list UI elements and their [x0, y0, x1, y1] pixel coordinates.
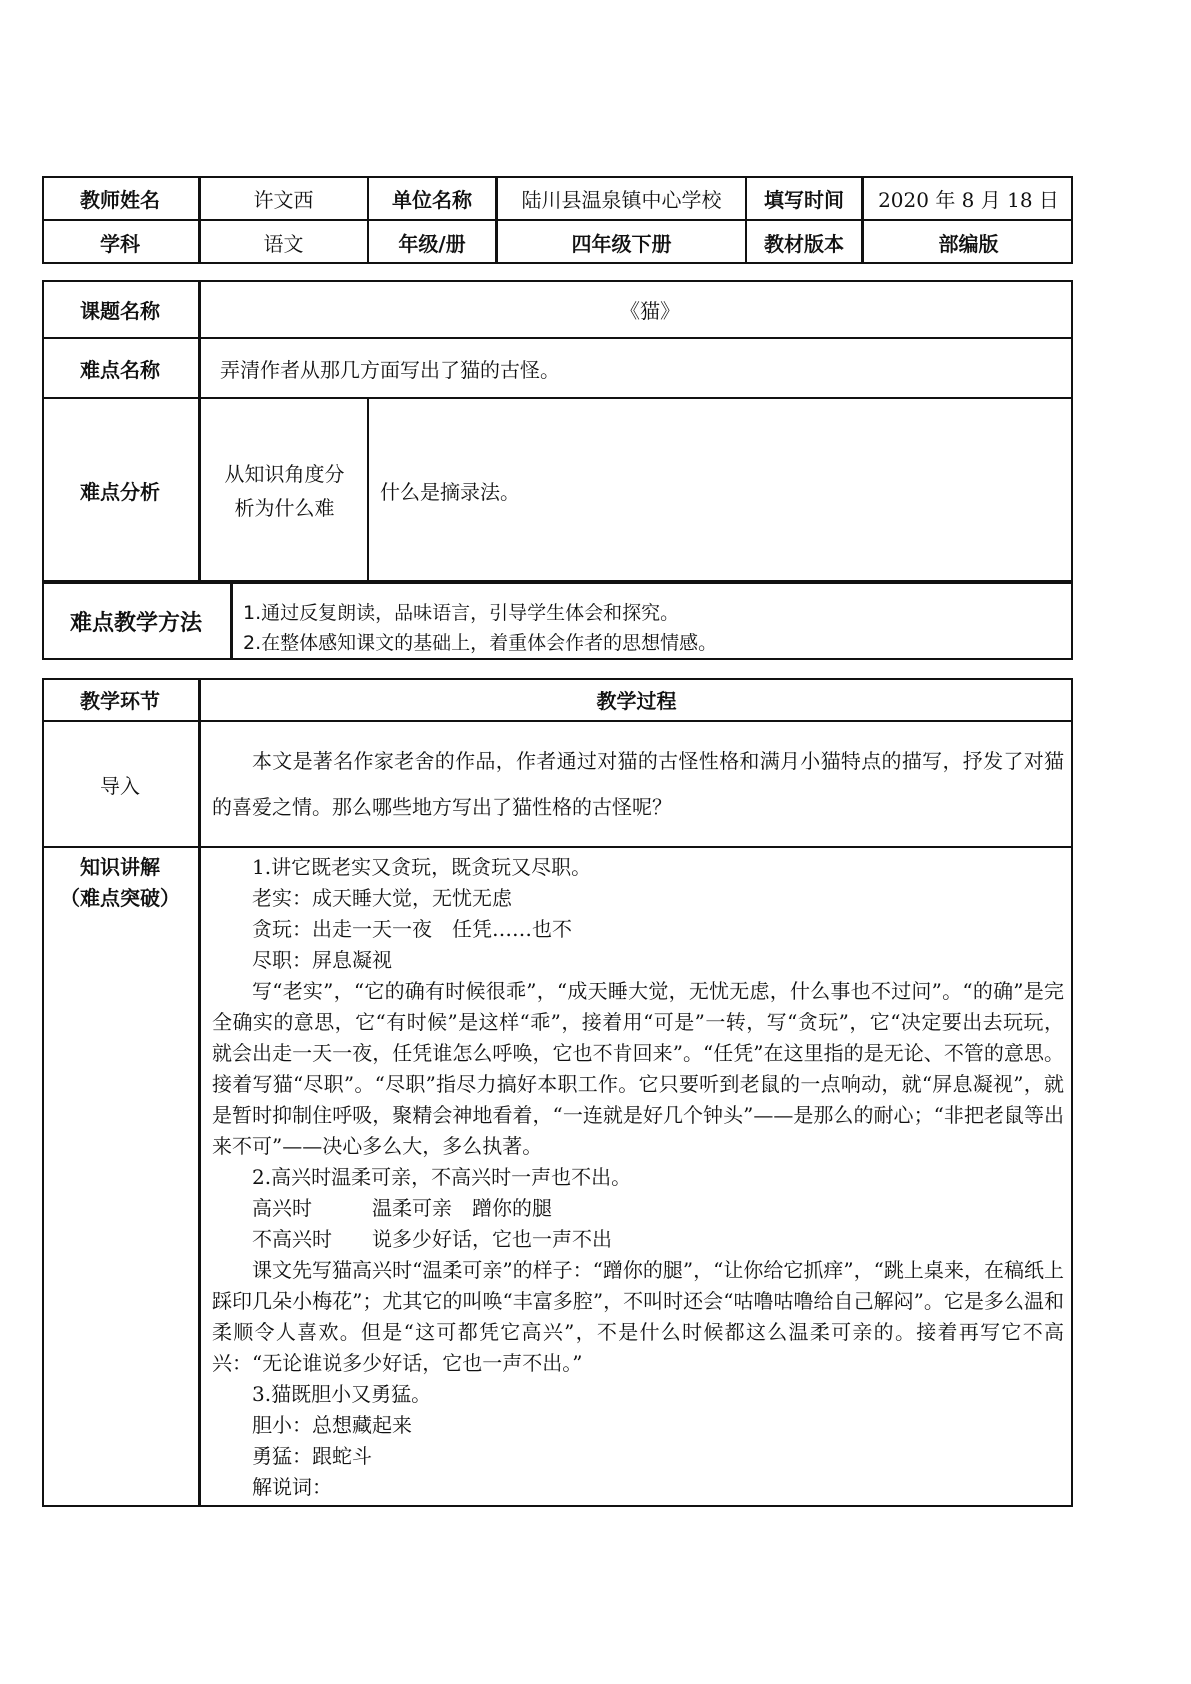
stage-header: 教学环节 [80, 688, 160, 713]
knowledge-label-2: （难点突破） [60, 886, 180, 910]
topic-label: 课题名称 [80, 298, 160, 323]
process-header: 教学过程 [596, 688, 677, 713]
method-item-1: 1.通过反复朗读，品味语言，引导学生体会和探究。 [243, 602, 680, 624]
knowledge-line: 高兴时 温柔可亲 蹭你的腿 [252, 1196, 552, 1220]
difficulty-value: 弄清作者从那几方面写出了猫的古怪。 [220, 357, 560, 382]
grade-value: 四年级下册 [571, 231, 672, 256]
knowledge-content [212, 852, 1064, 1503]
method-item-2: 2.在整体感知课文的基础上，着重体会作者的思想情感。 [243, 632, 718, 654]
unit-value: 陆川县温泉镇中心学校 [521, 187, 722, 212]
method-label: 难点教学方法 [69, 610, 202, 636]
teacher-label: 教师姓名 [80, 187, 160, 212]
grade-label: 年级/册 [398, 231, 466, 256]
knowledge-line: 胆小：总想藏起来 [252, 1413, 412, 1437]
knowledge-label [42, 852, 198, 914]
date-label: 填写时间 [764, 187, 844, 212]
knowledge-line: 解说词： [252, 1475, 332, 1499]
subject-label: 学科 [100, 231, 140, 256]
analysis-value: 什么是摘录法。 [380, 480, 520, 504]
knowledge-line: 勇猛：跟蛇斗 [252, 1444, 372, 1468]
date-value: 2020 年 8 月 18 日 [878, 187, 1059, 212]
unit-label: 单位名称 [392, 187, 472, 212]
knowledge-paragraph-2: 课文先写猫高兴时“温柔可亲”的样子：“蹭你的腿”，“让你给它抓痒”，“跳上桌来，在稿纸上踩印几朵小梅花”；尤其它的叫唤“丰富多腔”，不叫时还会“咕噜咕噜给自己解闷”。它是多么温和柔顺令人喜欢。但是“这可都凭它高兴”，不是什么时候都这么温柔可亲的。接着再写它不高兴：“无论谁说多少好话，它也一声不出。” [212, 1258, 1064, 1375]
knowledge-paragraph-1: 写“老实”，“它的确有时候很乖”，“成天睡大觉，无忧无虑，什么事也不过问”。“的确”是完全确实的意思，它“有时候”是这样“乖”，接着用“可是”一转，写“贪玩”，它“决定要出去玩玩，就会出走一天一夜，任凭谁怎么呼唤，它也不肯回来”。“任凭”在这里指的是无论、不管的意思。接着写猫“尽职”。“尽职”指尽力搞好本职工作。它只要听到老鼠的一点响动，就“屏息凝视”，就是暂时抑制住呼吸，聚精会神地看着，“一连就是好几个钟头”——是那么的耐心；“非把老鼠等出来不可”——决心多么大，多么执著。 [212, 979, 1064, 1158]
analysis-sub-label: 从知识角度分析为什么难 [224, 461, 345, 520]
knowledge-line: 1.讲它既老实又贪玩，既贪玩又尽职。 [252, 855, 592, 879]
topic-value: 《猫》 [620, 298, 680, 323]
edition-label: 教材版本 [764, 231, 844, 256]
method-list [243, 598, 1063, 658]
intro-text: 本文是著名作家老舍的作品，作者通过对猫的古怪性格和满月小猫特点的描写，抒发了对猫的喜爱之情。那么哪些地方写出了猫性格的古怪呢？ [212, 749, 1064, 819]
knowledge-line: 3.猫既胆小又勇猛。 [252, 1382, 432, 1406]
knowledge-line: 不高兴时 说多少好话，它也一声不出 [252, 1227, 612, 1251]
knowledge-line: 2.高兴时温柔可亲，不高兴时一声也不出。 [252, 1165, 632, 1189]
knowledge-line: 尽职：屏息凝视 [252, 948, 392, 972]
teacher-value: 许文西 [253, 187, 314, 212]
difficulty-label: 难点名称 [80, 357, 160, 382]
edition-value: 部编版 [938, 231, 999, 256]
knowledge-label-1: 知识讲解 [80, 855, 160, 879]
subject-value: 语文 [263, 231, 304, 256]
knowledge-line: 贪玩：出走一天一夜 任凭……也不 [252, 917, 572, 941]
knowledge-line: 老实：成天睡大觉，无忧无虑 [252, 886, 512, 910]
intro-label: 导入 [100, 773, 140, 798]
analysis-label: 难点分析 [80, 480, 160, 504]
